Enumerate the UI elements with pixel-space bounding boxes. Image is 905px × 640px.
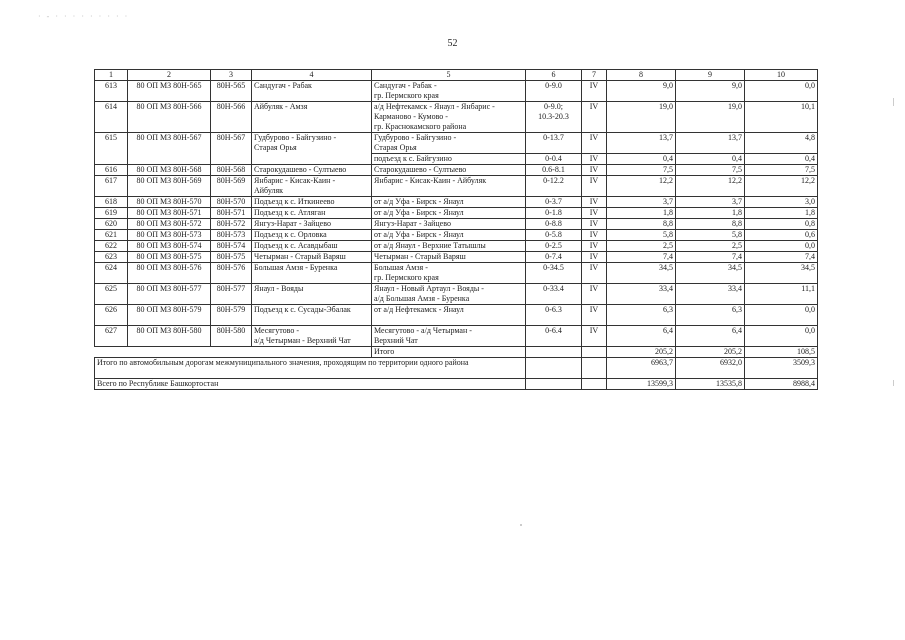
km-range: 0-33.4: [526, 284, 582, 305]
blank-cell: [95, 347, 372, 358]
length-col9: 6,4: [676, 326, 745, 347]
length-col10: 0,0: [745, 305, 818, 326]
route-description: Месягутово - а/д Четырман - Верхний Чат: [372, 326, 526, 347]
table-row: [95, 252, 818, 263]
km-range: 0-6.4: [526, 326, 582, 347]
length-total: 5,8: [607, 230, 676, 241]
length-col9: 19,0: [676, 102, 745, 133]
route-description: Большая Амзя - гр. Пермского края: [372, 263, 526, 284]
road-category: IV: [582, 81, 607, 102]
row-number: 623: [95, 252, 128, 263]
road-category: IV: [582, 102, 607, 133]
length-col10: 0,0: [745, 326, 818, 347]
subtotal-row: [95, 347, 818, 358]
length-col9: 6,3: [676, 305, 745, 326]
scan-edge-mark: [893, 98, 894, 106]
row-number: 615: [95, 133, 128, 154]
col-header: 4: [252, 70, 372, 81]
length-col9: 7,4: [676, 252, 745, 263]
road-id: 80Н-572: [211, 219, 252, 230]
km-range: 0-6.3: [526, 305, 582, 326]
length-col10: 0,6: [745, 230, 818, 241]
length-col10: 10,1: [745, 102, 818, 133]
length-total: 34,5: [607, 263, 676, 284]
road-name: Месягутово - а/д Четырман - Верхний Чат: [252, 326, 372, 347]
road-name: Янгуз-Нарат - Зайцево: [252, 219, 372, 230]
route-description: Четырман - Старый Варяш: [372, 252, 526, 263]
km-range: 0-7.4: [526, 252, 582, 263]
route-description: Янаул - Новый Артаул - Вояды - а/д Большая Амзя - Буренка: [372, 284, 526, 305]
republic-c9: 13535,8: [676, 379, 745, 390]
length-total: 6,4: [607, 326, 676, 347]
table-row: [95, 326, 818, 347]
length-col9: 34,5: [676, 263, 745, 284]
length-col10: 7,4: [745, 252, 818, 263]
road-name: Айбуляк - Амзя: [252, 102, 372, 133]
road-category: IV: [582, 219, 607, 230]
road-name: Гудбурово - Байгузино - Старая Орья: [252, 133, 372, 154]
road-category: IV: [582, 241, 607, 252]
row-number: 619: [95, 208, 128, 219]
length-col10: 7,5: [745, 165, 818, 176]
km-range: 0-34.5: [526, 263, 582, 284]
row-number: 616: [95, 165, 128, 176]
road-id: 80Н-579: [211, 305, 252, 326]
col-header: 9: [676, 70, 745, 81]
road-code: 80 ОП МЗ 80Н-579: [128, 305, 211, 326]
route-description: Гудбурово - Байгузино - Старая Орья: [372, 133, 526, 154]
blank-cell: [526, 379, 582, 390]
table-row: [95, 102, 818, 133]
road-name: Сандугач - Рабак: [252, 81, 372, 102]
table-row: [95, 165, 818, 176]
km-range: 0-13.7: [526, 133, 582, 154]
col-header: 5: [372, 70, 526, 81]
col-header: 10: [745, 70, 818, 81]
row-number: 626: [95, 305, 128, 326]
republic-total-row: [95, 379, 818, 390]
table-row: [95, 219, 818, 230]
intermunicipal-c10: 3509,3: [745, 358, 818, 379]
scan-artifact: · - · · · · · · · · ·: [38, 12, 130, 21]
road-category: IV: [582, 197, 607, 208]
length-total: 6,3: [607, 305, 676, 326]
route-description: от а/д Уфа - Бирск - Янаул: [372, 230, 526, 241]
blank-cell: [582, 379, 607, 390]
length-total: 7,4: [607, 252, 676, 263]
row-number: [95, 154, 128, 165]
row-number: 627: [95, 326, 128, 347]
row-number: 625: [95, 284, 128, 305]
road-code: 80 ОП МЗ 80Н-572: [128, 219, 211, 230]
road-id: 80Н-566: [211, 102, 252, 133]
road-category: IV: [582, 208, 607, 219]
length-total: 9,0: [607, 81, 676, 102]
road-code: 80 ОП МЗ 80Н-568: [128, 165, 211, 176]
road-name: Подъезд к с. Сусады-Эбалак: [252, 305, 372, 326]
length-col10: 11,1: [745, 284, 818, 305]
road-code: 80 ОП МЗ 80Н-569: [128, 176, 211, 197]
length-col9: 0,4: [676, 154, 745, 165]
road-name: Старокудашево - Султыево: [252, 165, 372, 176]
route-description: а/д Нефтекамск - Янаул - Янбарис - Карманово - Кумово - гр. Краснокамского района: [372, 102, 526, 133]
km-range: 0-1.8: [526, 208, 582, 219]
road-id: 80Н-570: [211, 197, 252, 208]
length-col9: 33,4: [676, 284, 745, 305]
road-category: IV: [582, 165, 607, 176]
road-id: 80Н-569: [211, 176, 252, 197]
subtotal-c10: 108,5: [745, 347, 818, 358]
km-range: 0-12.2: [526, 176, 582, 197]
length-col10: 0,4: [745, 154, 818, 165]
route-description: от а/д Уфа - Бирск - Янаул: [372, 208, 526, 219]
road-name: Большая Амзя - Буренка: [252, 263, 372, 284]
km-range: 0-8.8: [526, 219, 582, 230]
road-code: 80 ОП МЗ 80Н-574: [128, 241, 211, 252]
republic-c8: 13599,3: [607, 379, 676, 390]
road-id: 80Н-565: [211, 81, 252, 102]
road-id: 80Н-580: [211, 326, 252, 347]
road-code: 80 ОП МЗ 80Н-565: [128, 81, 211, 102]
col-header: 8: [607, 70, 676, 81]
route-description: от а/д Нефтекамск - Янаул: [372, 305, 526, 326]
col-header: 2: [128, 70, 211, 81]
subtotal-label: Итого: [372, 347, 526, 358]
intermunicipal-total-row: [95, 358, 818, 379]
scan-edge-mark: [893, 380, 894, 386]
page-number: 52: [447, 38, 458, 49]
road-id: 80Н-568: [211, 165, 252, 176]
row-number: 618: [95, 197, 128, 208]
length-col10: 12,2: [745, 176, 818, 197]
row-number: 621: [95, 230, 128, 241]
length-total: 0,4: [607, 154, 676, 165]
road-category: IV: [582, 305, 607, 326]
length-col10: 1,8: [745, 208, 818, 219]
road-category: IV: [582, 154, 607, 165]
road-category: IV: [582, 176, 607, 197]
table-row: [95, 133, 818, 154]
km-range: 0.6-8.1: [526, 165, 582, 176]
length-col9: 1,8: [676, 208, 745, 219]
length-col9: 7,5: [676, 165, 745, 176]
col-header: 3: [211, 70, 252, 81]
road-name: Подъезд к с. Атляган: [252, 208, 372, 219]
subtotal-c8: 205,2: [607, 347, 676, 358]
route-description: от а/д Янаул - Верхние Татышлы: [372, 241, 526, 252]
row-number: 622: [95, 241, 128, 252]
length-col10: 34,5: [745, 263, 818, 284]
km-range: 0-9.0; 10.3-20.3: [526, 102, 582, 133]
road-code: 80 ОП МЗ 80Н-573: [128, 230, 211, 241]
road-code: 80 ОП МЗ 80Н-566: [128, 102, 211, 133]
length-total: 2,5: [607, 241, 676, 252]
row-number: 617: [95, 176, 128, 197]
road-category: IV: [582, 263, 607, 284]
table-row: [95, 241, 818, 252]
road-name: [252, 154, 372, 165]
length-total: 1,8: [607, 208, 676, 219]
col-header: 6: [526, 70, 582, 81]
length-total: 8,8: [607, 219, 676, 230]
route-description: Сандугач - Рабак - гр. Пермского края: [372, 81, 526, 102]
route-description: от а/д Уфа - Бирск - Янаул: [372, 197, 526, 208]
road-code: 80 ОП МЗ 80Н-571: [128, 208, 211, 219]
road-id: 80Н-576: [211, 263, 252, 284]
road-id: 80Н-574: [211, 241, 252, 252]
table-row: [95, 208, 818, 219]
road-code: 80 ОП МЗ 80Н-575: [128, 252, 211, 263]
road-id: 80Н-567: [211, 133, 252, 154]
route-description: Янгуз-Нарат - Зайцево: [372, 219, 526, 230]
blank-cell: [526, 347, 582, 358]
length-total: 7,5: [607, 165, 676, 176]
length-total: 19,0: [607, 102, 676, 133]
row-number: 620: [95, 219, 128, 230]
road-name: Четырман - Старый Варяш: [252, 252, 372, 263]
road-name: Янаул - Вояды: [252, 284, 372, 305]
road-code: 80 ОП МЗ 80Н-576: [128, 263, 211, 284]
km-range: 0-2.5: [526, 241, 582, 252]
route-description: подъезд к с. Байгузино: [372, 154, 526, 165]
intermunicipal-c9: 6932,0: [676, 358, 745, 379]
length-col9: 5,8: [676, 230, 745, 241]
road-code: 80 ОП МЗ 80Н-580: [128, 326, 211, 347]
blank-cell: [582, 358, 607, 379]
republic-c10: 8988,4: [745, 379, 818, 390]
length-col9: 12,2: [676, 176, 745, 197]
road-category: IV: [582, 252, 607, 263]
intermunicipal-total-label: Итого по автомобильным дорогам межмуниципального значения, проходящим по территории одного района: [95, 358, 526, 379]
km-range: 0-5.8: [526, 230, 582, 241]
road-category: IV: [582, 133, 607, 154]
km-range: 0-0.4: [526, 154, 582, 165]
row-number: 624: [95, 263, 128, 284]
row-number: 613: [95, 81, 128, 102]
length-col9: 13,7: [676, 133, 745, 154]
row-number: 614: [95, 102, 128, 133]
route-description: Старокудашево - Султыево: [372, 165, 526, 176]
length-total: 33,4: [607, 284, 676, 305]
table-row: [95, 197, 818, 208]
table-row: [95, 284, 818, 305]
col-header: 7: [582, 70, 607, 81]
table-row: [95, 176, 818, 197]
blank-cell: [526, 358, 582, 379]
length-col9: 3,7: [676, 197, 745, 208]
road-code: 80 ОП МЗ 80Н-577: [128, 284, 211, 305]
length-total: 12,2: [607, 176, 676, 197]
scan-speck: [520, 524, 522, 526]
road-id: [211, 154, 252, 165]
blank-cell: [582, 347, 607, 358]
length-col9: 9,0: [676, 81, 745, 102]
length-col10: 0,0: [745, 241, 818, 252]
col-header: 1: [95, 70, 128, 81]
road-name: Подъезд к с. Орловка: [252, 230, 372, 241]
header-row: [95, 70, 818, 81]
road-name: Подъезд к с. Асавдыбаш: [252, 241, 372, 252]
length-col9: 2,5: [676, 241, 745, 252]
length-col10: 3,0: [745, 197, 818, 208]
table-row: [95, 305, 818, 326]
road-name: Подъезд к с. Иткинеево: [252, 197, 372, 208]
road-code: [128, 154, 211, 165]
route-description: Янбарис - Кисак-Каин - Айбуляк: [372, 176, 526, 197]
length-col9: 8,8: [676, 219, 745, 230]
length-col10: 0,8: [745, 219, 818, 230]
length-total: 3,7: [607, 197, 676, 208]
subtotal-c9: 205,2: [676, 347, 745, 358]
road-id: 80Н-573: [211, 230, 252, 241]
republic-total-label: Всего по Республике Башкортостан: [95, 379, 526, 390]
road-code: 80 ОП МЗ 80Н-567: [128, 133, 211, 154]
km-range: 0-3.7: [526, 197, 582, 208]
road-category: IV: [582, 230, 607, 241]
road-id: 80Н-571: [211, 208, 252, 219]
table-row: [95, 81, 818, 102]
road-code: 80 ОП МЗ 80Н-570: [128, 197, 211, 208]
table-row: [95, 263, 818, 284]
road-id: 80Н-575: [211, 252, 252, 263]
road-category: IV: [582, 284, 607, 305]
road-category: IV: [582, 326, 607, 347]
road-id: 80Н-577: [211, 284, 252, 305]
intermunicipal-c8: 6963,7: [607, 358, 676, 379]
km-range: 0-9.0: [526, 81, 582, 102]
length-total: 13,7: [607, 133, 676, 154]
table-row: [95, 230, 818, 241]
length-col10: 0,0: [745, 81, 818, 102]
length-col10: 4,8: [745, 133, 818, 154]
roads-table: [94, 69, 818, 390]
road-name: Янбарис - Кисак-Каин - Айбуляк: [252, 176, 372, 197]
table-row: [95, 154, 818, 165]
